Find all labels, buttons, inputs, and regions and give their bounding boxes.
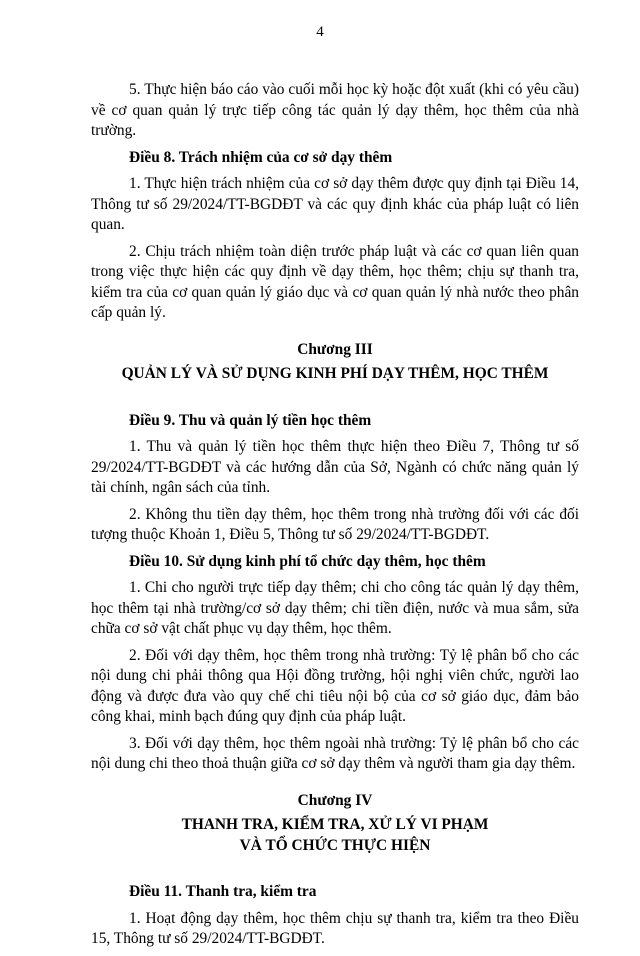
paragraph: 1. Thu và quản lý tiền học thêm thực hiện theo Điều 7, Thông tư số 29/2024/TT-BGDĐT và các hướng dẫn của Sở, Ngành có chức năng quản lý tài chính, ngân sách của tỉnh. — [91, 438, 579, 496]
paragraph: 2. Không thu tiền dạy thêm, học thêm trong nhà trường đối với các đối tượng thuộc Khoản 1, Điều 5, Thông tư số 29/2024/TT-BGDĐT. — [91, 505, 579, 543]
chapter-title: QUẢN LÝ VÀ SỬ DỤNG KINH PHÍ DẠY THÊM, HỌC THÊM — [121, 365, 549, 382]
article-heading: Điều 9. Thu và quản lý tiền học thêm — [129, 411, 372, 429]
page-number: 4 — [316, 24, 324, 40]
article-heading: Điều 8. Trách nhiệm của cơ sở dạy thêm — [129, 148, 393, 166]
chapter-label: Chương IV — [297, 791, 373, 809]
document-body — [91, 80, 579, 956]
chapter-label: Chương III — [297, 340, 373, 358]
paragraph: 2. Đối với dạy thêm, học thêm trong nhà trường: Tỷ lệ phân bổ cho các nội dung chi phải thông qua Hội đồng trường, hội nghị viên chức, người lao động và được đưa vào quy chế chi tiêu nội bộ của cơ sở giáo dục, đảm bảo công khai, minh bạch đúng quy định của pháp luật. — [91, 646, 579, 725]
chapter-title: THANH TRA, KIỂM TRA, XỬ LÝ VI PHẠM VÀ TỔ CHỨC THỰC HIỆN — [181, 816, 489, 854]
paragraph: 1. Chi cho người trực tiếp dạy thêm; chi cho công tác quản lý dạy thêm, học thêm tại nhà trường/cơ sở dạy thêm; chi tiền điện, nước và mua sắm, sửa chữa cơ sở vật chất phục vụ dạy thêm, học thêm. — [91, 579, 579, 637]
article-heading: Điều 10. Sử dụng kinh phí tổ chức dạy thêm, học thêm — [129, 552, 486, 570]
paragraph: 2. Chịu trách nhiệm toàn diện trước pháp luật và các cơ quan liên quan trong việc thực hiện các quy định về dạy thêm, học thêm; chịu sự thanh tra, kiểm tra của cơ quan quản lý giáo dục và cơ quan quản lý nhà nước theo phân cấp quản lý. — [91, 242, 579, 321]
article-heading: Điều 11. Thanh tra, kiểm tra — [129, 883, 317, 900]
paragraph: 3. Đối với dạy thêm, học thêm ngoài nhà trường: Tỷ lệ phân bổ cho các nội dung chi theo thoả thuận giữa cơ sở dạy thêm và người tham gia dạy thêm. — [91, 734, 579, 772]
paragraph: 5. Thực hiện báo cáo vào cuối mỗi học kỳ hoặc đột xuất (khi có yêu cầu) về cơ quan quản lý trực tiếp công tác quản lý dạy thêm, học thêm của nhà trường. — [91, 81, 579, 139]
paragraph: 1. Thực hiện trách nhiệm của cơ sở dạy thêm được quy định tại Điều 14, Thông tư số 29/2024/TT-BGDĐT và các quy định khác của pháp luật có liên quan. — [91, 175, 579, 233]
paragraph: 1. Hoạt động dạy thêm, học thêm chịu sự thanh tra, kiểm tra theo Điều 15, Thông tư số 29/2024/TT-BGDĐT. — [91, 909, 579, 947]
